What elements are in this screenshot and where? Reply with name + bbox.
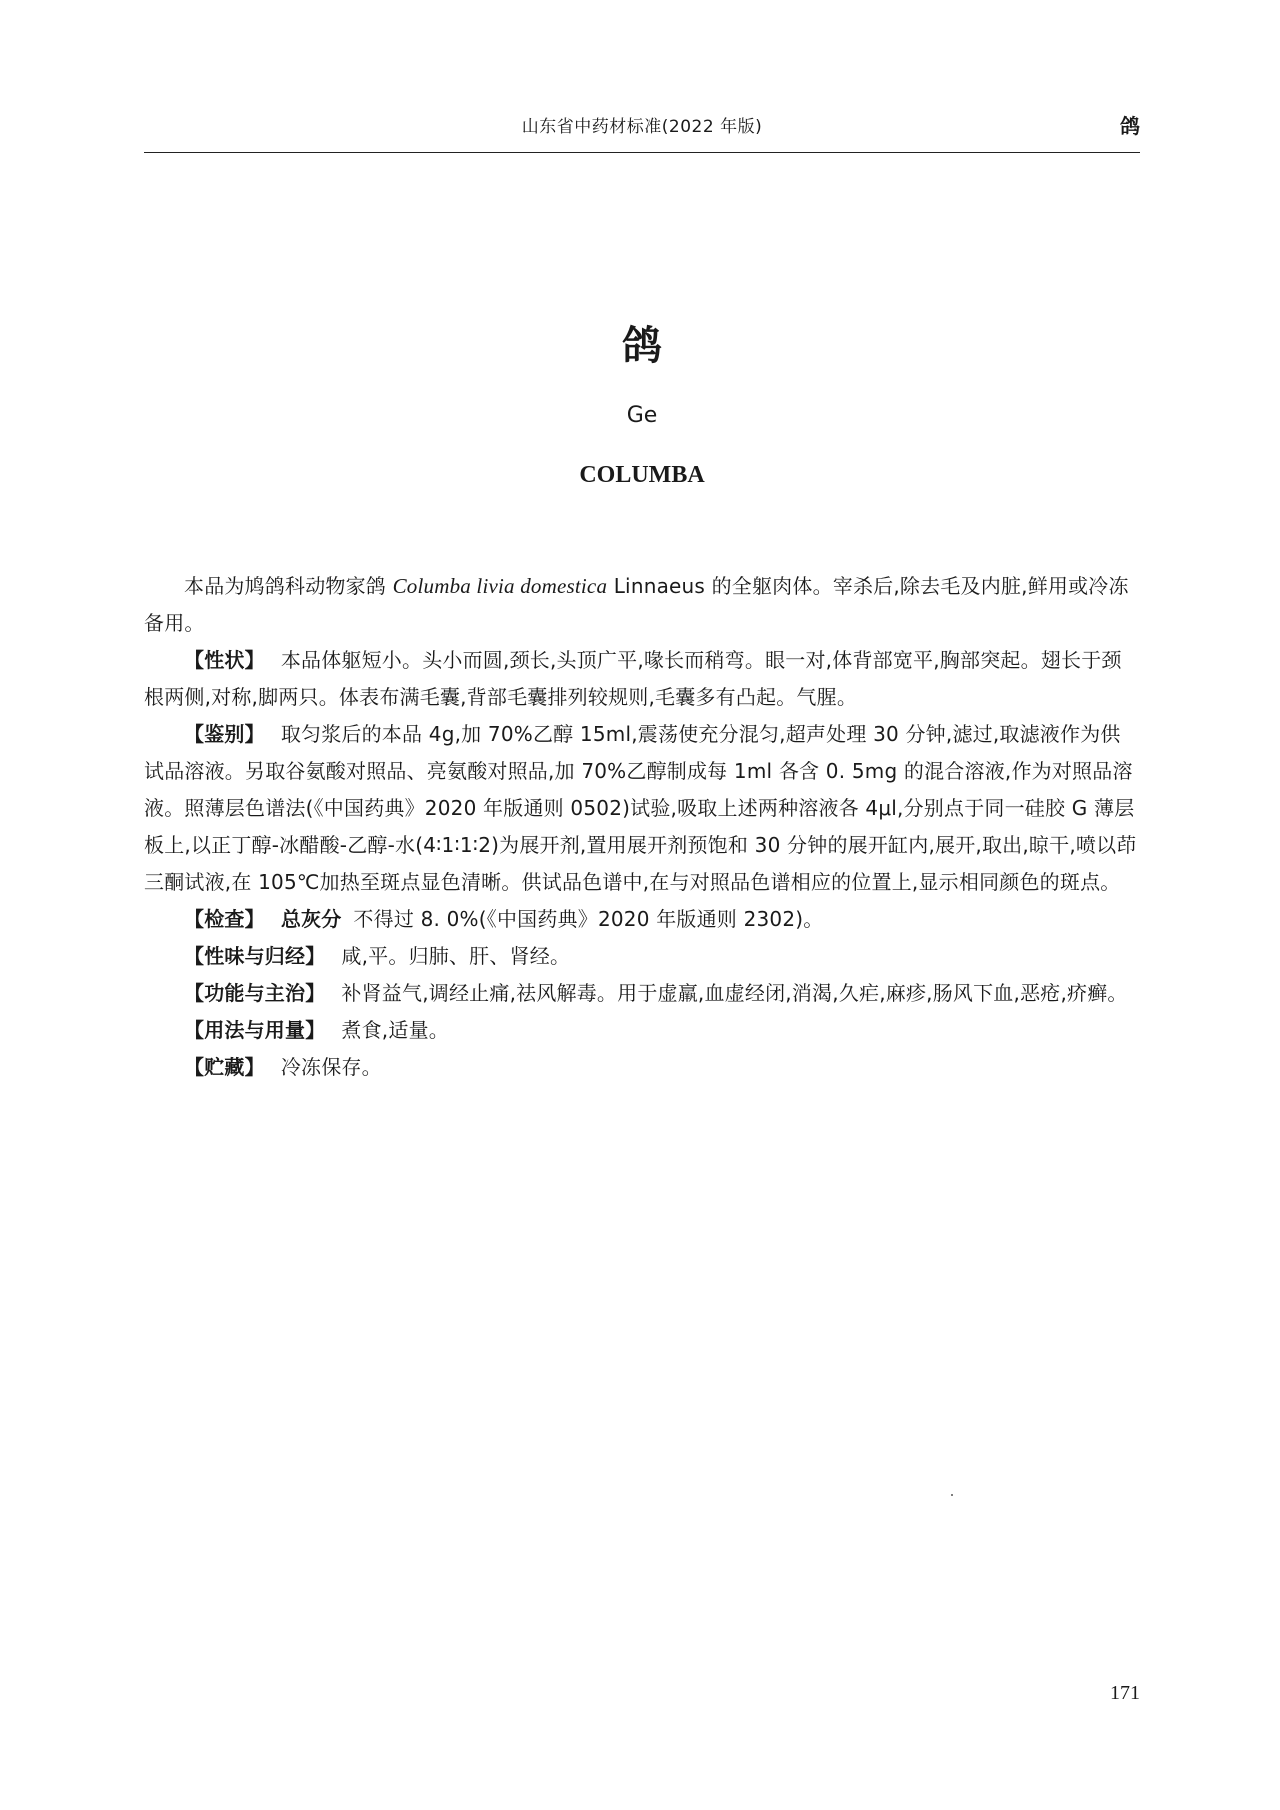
section-text-zhucang: 冷冻保存。 xyxy=(280,1055,382,1079)
running-header xyxy=(144,112,1140,142)
section-text-xingwei: 咸,平。归肺、肝、肾经。 xyxy=(341,944,571,968)
section-label-yongfa: 【用法与用量】 xyxy=(184,1018,326,1042)
section-text-gongneng: 补肾益气,调经止痛,祛风解毒。用于虚羸,血虚经闭,消渴,久疟,麻疹,肠风下血,恶疮,疥癣。 xyxy=(341,981,1128,1005)
page-number: 171 xyxy=(1110,1682,1140,1704)
pinyin-title: Ge xyxy=(626,403,658,428)
section-text-jiancha: 不得过 8. 0%(《中国药典》2020 年版通则 2302)。 xyxy=(353,907,824,931)
intro-paragraph xyxy=(144,568,1140,642)
running-title: 山东省中药材标准(2022 年版) xyxy=(521,117,763,137)
section-text-jianbie: 取匀浆后的本品 4g,加 70%乙醇 15ml,震荡使充分混匀,超声处理 30 分钟,滤过,取滤液作为供试品溶液。另取谷氨酸对照品、亮氨酸对照品,加 70%乙醇制成每 1ml 各含 0. 5mg 的混合溶液,作为对照品溶液。照薄层色谱法(《中国药典》2020 年版通则 0502)试验,吸取上述两种溶液各 4μl,分别点于同一硅胶 G 薄层板上,以正丁醇-冰醋酸-乙醇-水(4∶1∶1∶2)为展开剂,置用展开剂预饱和 30 分钟的展开缸内,展开,取出,晾干,喷以茚三酮试液,在 105℃加热至斑点显色清晰。供试品色谱中,在与对照品色谱相应的位置上,显示相同颜色的斑点。 xyxy=(144,722,1137,894)
page-title: 鸽 xyxy=(622,323,662,369)
section-label-xingzhuang: 【性状】 xyxy=(184,648,265,672)
latin-title: COLUMBA xyxy=(579,462,705,488)
species-name: Columba livia domestica xyxy=(392,574,608,598)
section-label-gongneng: 【功能与主治】 xyxy=(184,981,326,1005)
section-gongneng xyxy=(144,975,1140,1012)
section-xingzhuang xyxy=(144,642,1140,716)
section-text-xingzhuang: 本品体躯短小。头小而圆,颈长,头顶广平,喙长而稍弯。眼一对,体背部宽平,胸部突起。翅长于颈根两侧,对称,脚两只。体表布满毛囊,背部毛囊排列较规则,毛囊多有凸起。气腥。 xyxy=(144,648,1122,709)
section-xingwei xyxy=(144,938,1140,975)
intro-text-after: Linnaeus 的全躯肉体。宰杀后,除去毛及内脏,鲜用或冷冻备用。 xyxy=(144,574,1129,635)
section-jianbie xyxy=(144,716,1140,901)
monograph-body xyxy=(144,568,1140,1086)
sub-label-total-ash: 总灰分 xyxy=(280,907,342,931)
section-label-xingwei: 【性味与归经】 xyxy=(184,944,326,968)
title-block xyxy=(144,322,1140,490)
scan-speck xyxy=(951,1494,953,1496)
running-entry-name: 鸽 xyxy=(1120,114,1140,138)
section-text-yongfa: 煮食,适量。 xyxy=(341,1018,449,1042)
section-label-jiancha: 【检查】 xyxy=(184,907,265,931)
intro-text-before: 本品为鸠鸽科动物家鸽 xyxy=(184,574,393,598)
section-zhucang xyxy=(144,1049,1140,1086)
header-rule xyxy=(144,152,1140,153)
section-label-jianbie: 【鉴别】 xyxy=(184,722,265,746)
section-label-zhucang: 【贮藏】 xyxy=(184,1055,265,1079)
section-yongfa xyxy=(144,1012,1140,1049)
section-jiancha xyxy=(144,901,1140,938)
